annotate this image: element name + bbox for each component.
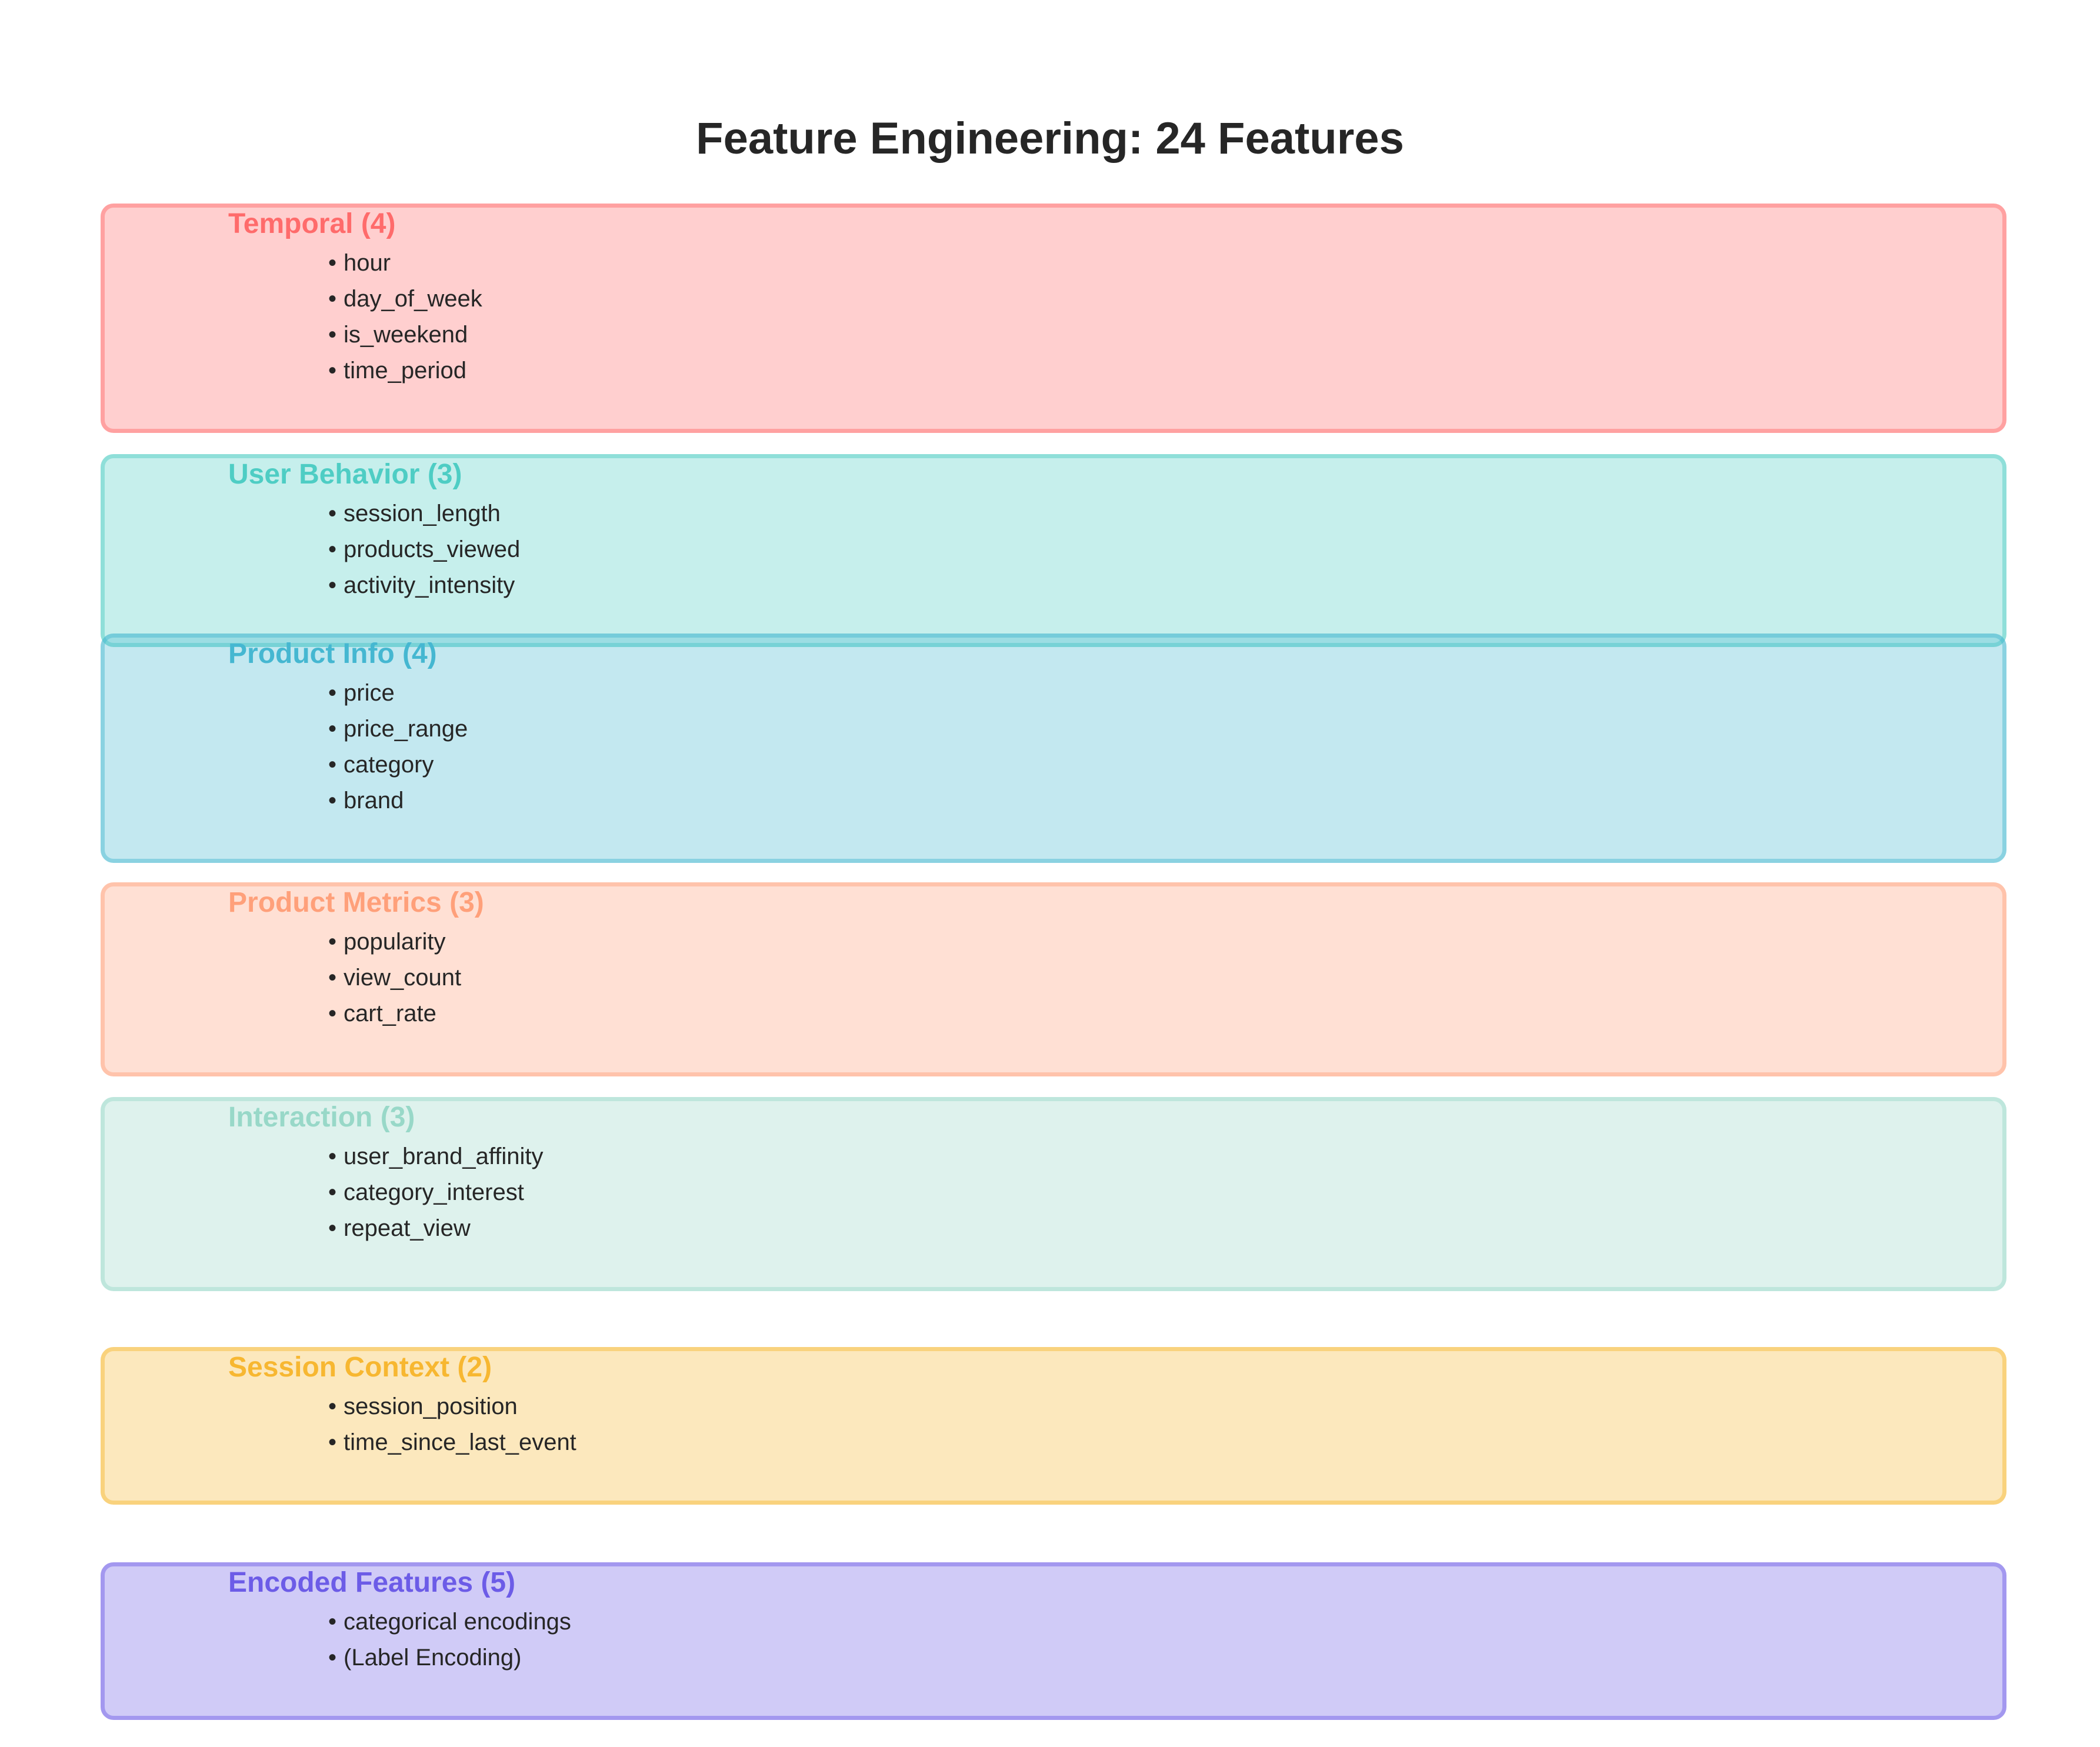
group-title-session-context: Session Context (2) bbox=[228, 1352, 492, 1383]
group-product-metrics bbox=[101, 882, 2006, 1076]
feature-label: cart_rate bbox=[344, 1001, 436, 1026]
bullet-icon: • bbox=[328, 358, 337, 384]
bullet-icon: • bbox=[328, 501, 337, 526]
feature-item bbox=[328, 960, 461, 996]
feature-label: session_position bbox=[344, 1393, 518, 1419]
feature-item bbox=[328, 783, 468, 819]
group-title-interaction: Interaction (3) bbox=[228, 1102, 415, 1133]
group-interaction bbox=[101, 1097, 2006, 1291]
feature-item bbox=[328, 1425, 576, 1461]
diagram-title: Feature Engineering: 24 Features bbox=[696, 114, 1404, 164]
feature-item bbox=[328, 1604, 571, 1640]
group-product-info bbox=[101, 634, 2006, 863]
feature-label: products_viewed bbox=[344, 536, 521, 562]
bullet-icon: • bbox=[328, 286, 337, 312]
feature-item bbox=[328, 245, 482, 281]
feature-item bbox=[328, 1211, 544, 1246]
feature-item bbox=[328, 1389, 576, 1425]
feature-label: hour bbox=[344, 250, 391, 276]
group-session-context bbox=[101, 1347, 2006, 1505]
feature-item bbox=[328, 353, 482, 389]
feature-label: activity_intensity bbox=[344, 572, 515, 598]
bullet-icon: • bbox=[328, 929, 337, 955]
group-temporal bbox=[101, 204, 2006, 433]
bullet-icon: • bbox=[328, 536, 337, 562]
bullet-icon: • bbox=[328, 716, 337, 742]
bullet-icon: • bbox=[328, 752, 337, 778]
feature-label: categorical encodings bbox=[344, 1609, 571, 1635]
bullet-icon: • bbox=[328, 250, 337, 276]
bullet-icon: • bbox=[328, 680, 337, 706]
feature-item bbox=[328, 1139, 544, 1175]
feature-label: day_of_week bbox=[344, 286, 482, 312]
feature-label: (Label Encoding) bbox=[344, 1645, 522, 1671]
feature-label: popularity bbox=[344, 929, 446, 955]
feature-item bbox=[328, 996, 461, 1032]
feature-list-product-metrics bbox=[328, 924, 461, 1032]
group-title-product-info: Product Info (4) bbox=[228, 638, 437, 669]
bullet-icon: • bbox=[328, 1609, 337, 1635]
feature-item bbox=[328, 532, 520, 568]
feature-item bbox=[328, 496, 520, 532]
bullet-icon: • bbox=[328, 1215, 337, 1241]
bullet-icon: • bbox=[328, 1393, 337, 1419]
feature-label: time_period bbox=[344, 358, 467, 384]
group-title-product-metrics: Product Metrics (3) bbox=[228, 887, 484, 918]
feature-label: repeat_view bbox=[344, 1215, 471, 1241]
bullet-icon: • bbox=[328, 572, 337, 598]
feature-item bbox=[328, 924, 461, 960]
bullet-icon: • bbox=[328, 322, 337, 348]
feature-label: category bbox=[344, 752, 434, 778]
feature-label: session_length bbox=[344, 501, 501, 526]
feature-label: time_since_last_event bbox=[344, 1429, 576, 1455]
feature-label: view_count bbox=[344, 965, 462, 991]
bullet-icon: • bbox=[328, 1143, 337, 1169]
bullet-icon: • bbox=[328, 1001, 337, 1026]
group-encoded-features bbox=[101, 1562, 2006, 1720]
feature-item bbox=[328, 711, 468, 747]
group-title-temporal: Temporal (4) bbox=[228, 208, 396, 239]
feature-label: is_weekend bbox=[344, 322, 468, 348]
feature-item bbox=[328, 281, 482, 317]
group-user-behavior bbox=[101, 454, 2006, 647]
bullet-icon: • bbox=[328, 1645, 337, 1671]
feature-list-product-info bbox=[328, 675, 468, 819]
feature-list-session-context bbox=[328, 1389, 576, 1461]
feature-item bbox=[328, 568, 520, 604]
feature-item bbox=[328, 747, 468, 783]
feature-item bbox=[328, 1175, 544, 1211]
feature-list-interaction bbox=[328, 1139, 544, 1246]
feature-item bbox=[328, 1640, 571, 1676]
feature-label: brand bbox=[344, 788, 404, 814]
feature-item bbox=[328, 675, 468, 711]
feature-label: category_interest bbox=[344, 1179, 524, 1205]
feature-list-encoded-features bbox=[328, 1604, 571, 1676]
group-title-encoded-features: Encoded Features (5) bbox=[228, 1567, 516, 1598]
bullet-icon: • bbox=[328, 1179, 337, 1205]
bullet-icon: • bbox=[328, 965, 337, 991]
feature-list-user-behavior bbox=[328, 496, 520, 604]
feature-item bbox=[328, 317, 482, 353]
group-title-user-behavior: User Behavior (3) bbox=[228, 459, 462, 490]
feature-label: user_brand_affinity bbox=[344, 1143, 544, 1169]
feature-list-temporal bbox=[328, 245, 482, 389]
feature-label: price_range bbox=[344, 716, 468, 742]
feature-label: price bbox=[344, 680, 395, 706]
bullet-icon: • bbox=[328, 788, 337, 814]
bullet-icon: • bbox=[328, 1429, 337, 1455]
